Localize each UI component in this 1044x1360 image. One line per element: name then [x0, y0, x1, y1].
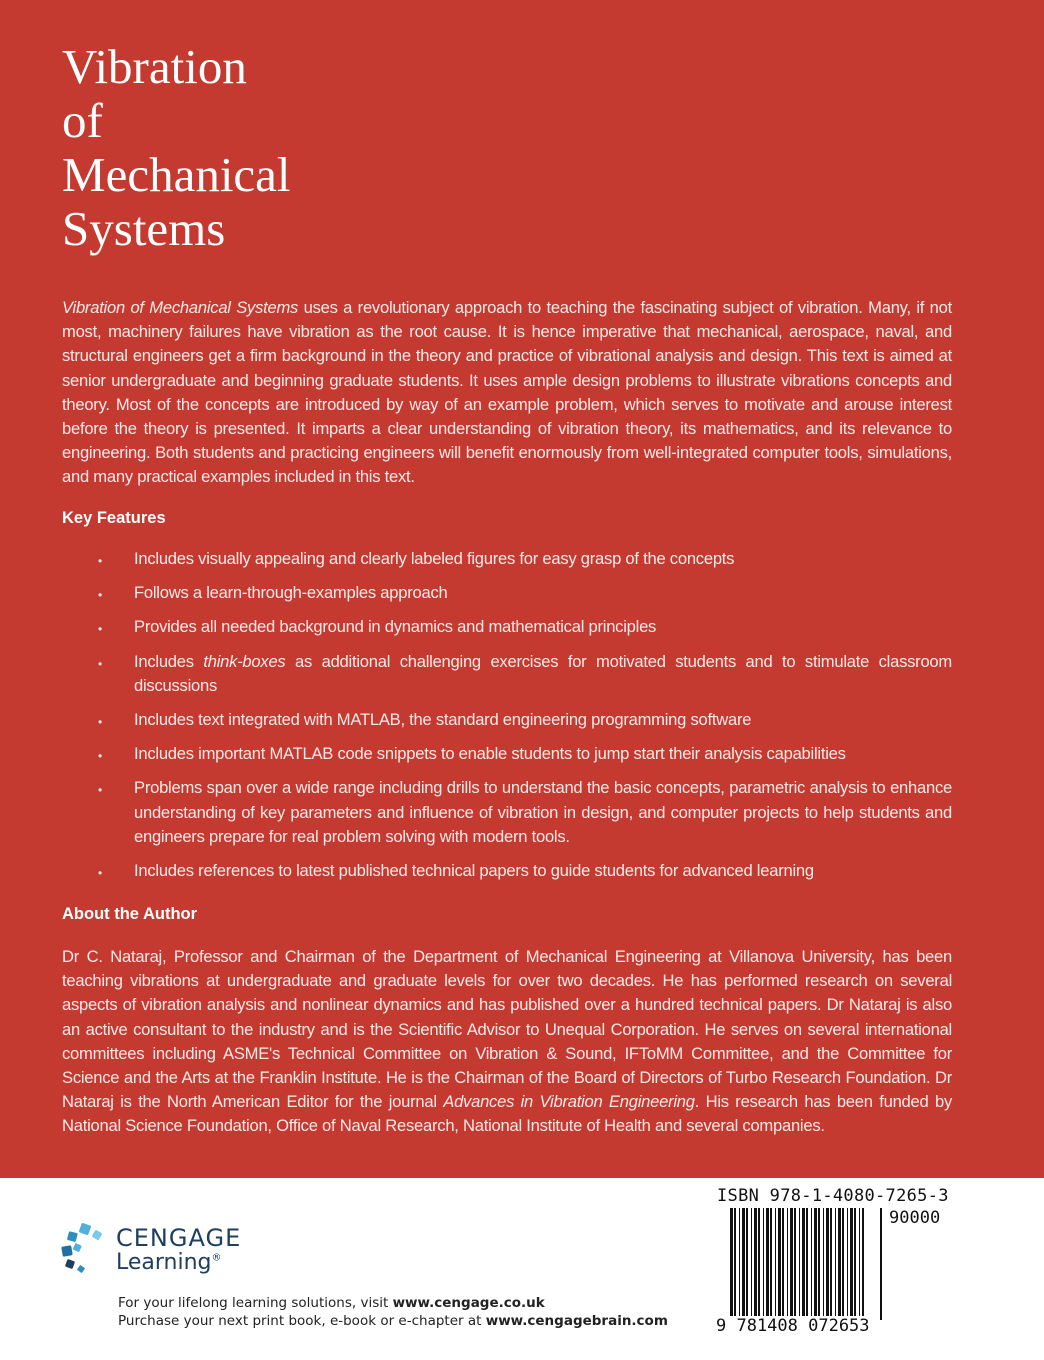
- feature-text: Includes important MATLAB code snippets to enable students to jump start their analysis capabilities: [134, 744, 846, 764]
- bullet-icon: •: [98, 588, 102, 603]
- barcode-bar: [763, 1208, 764, 1320]
- barcode-bar: [847, 1208, 848, 1320]
- key-features-heading: Key Features: [62, 509, 166, 527]
- bullet-icon: •: [98, 866, 102, 881]
- feature-text-italic: think-boxes: [203, 651, 286, 671]
- footer-line-2-text: Purchase your next print book, e-book or e-chapter at: [118, 1313, 486, 1329]
- barcode-bar: [794, 1208, 796, 1320]
- feature-text: Includes visually appealing and clearly labeled figures for easy grasp of the concepts: [134, 549, 735, 568]
- barcode-bar: [862, 1208, 864, 1320]
- title-line-4: Systems: [62, 201, 226, 256]
- feature-item: [62, 581, 952, 605]
- feature-text: Follows a learn-through-examples approach: [134, 583, 448, 603]
- learning-word: Learning: [116, 1250, 212, 1275]
- learning-wordmark: [116, 1250, 222, 1275]
- feature-text: Problems span over a wide range including drills to understand the basic concepts, parametric analysis to enhance understanding of key parameters and influence of vibration in design, and computer projects to help students and engineers prepare for real problem solving with modern tools.: [134, 778, 952, 846]
- barcode-bar: [758, 1208, 760, 1320]
- title-line-1: Vibration: [62, 39, 247, 94]
- intro-text: uses a revolutionary approach to teaching the fascinating subject of vibration. Many, if not most, machinery failures have vibration as the root cause. It is hence imperative that mechanical, aerospace, naval, and structural engineers get a firm background in the theory and practice of vibrational analysis and design. This text is aimed at senior undergraduate and beginning graduate students. It uses ample design problems to illustrate vibrations concepts and theory. Most of the concepts are introduced by way of an example problem, which serves to motivate and arouse interest before the theory is presented. It imparts a clear understanding of vibration theory, its mathematics, and its relevance to engineering. Both students and practicing engineers will benefit enormously from well-integrated computer tools, simulations, and many practical examples included in this text.: [62, 298, 952, 487]
- barcode-bar: [742, 1208, 745, 1320]
- barcode-bar: [838, 1208, 841, 1320]
- cengage-logo-icon: [60, 1222, 108, 1278]
- barcode-bar: [880, 1208, 882, 1320]
- bullet-icon: •: [98, 554, 102, 568]
- barcode-bar: [826, 1208, 829, 1320]
- bullet-icon: •: [98, 656, 102, 671]
- key-features-list: [62, 547, 952, 893]
- barcode-bar: [854, 1208, 856, 1320]
- barcode-bar: [811, 1208, 812, 1320]
- intro-book-title: Vibration of Mechanical Systems: [62, 298, 299, 317]
- cengagebrain-url[interactable]: www.cengagebrain.com: [485, 1313, 668, 1329]
- barcode-bar: [790, 1208, 793, 1320]
- barcode-bar: [818, 1208, 820, 1320]
- intro-paragraph: [62, 296, 952, 490]
- barcode-bar: [766, 1208, 769, 1320]
- feature-item: [62, 650, 952, 698]
- cengage-logo: [60, 1222, 280, 1282]
- feature-text: Includes text integrated with MATLAB, the standard engineering programming software: [134, 710, 752, 730]
- registered-mark: ®: [211, 1252, 222, 1264]
- barcode-bar: [746, 1208, 748, 1320]
- barcode-bar: [830, 1208, 832, 1320]
- barcode-bar: [842, 1208, 844, 1320]
- about-author-paragraph: [62, 945, 952, 1139]
- barcode-bar: [770, 1208, 772, 1320]
- about-text: Dr C. Nataraj, Professor and Chairman of the Department of Mechanical Engineering at Villanova University, has been teaching vibrations at undergraduate and graduate levels for over two decades. He has performed research on several aspects of vibration analysis and nonlinear dynamics and has published over a hundred technical papers. Dr Nataraj is also an active consultant to the industry and is the Scientific Advisor to Unequal Corporation. He serves on several international committees including ASME's Technical Committee on Vibration & Sound, IFToMM Committee, and the Committee for Science and the Arts at the Franklin Institute. He is the Chairman of the Board of Directors of Turbo Research Foundation. Dr Nataraj is the North American Editor for the journal: [62, 947, 952, 1112]
- barcode-bar: [799, 1208, 800, 1320]
- barcode-bar: [823, 1208, 824, 1320]
- book-title: [62, 40, 291, 256]
- feature-text: Includes references to latest published technical papers to guide students for advanced learning: [134, 861, 814, 881]
- about-text-end: . His research has been funded by National Science Foundation, Office of Naval Research, National Institute of Health and several companies.: [62, 1092, 952, 1136]
- title-line-2: of: [62, 93, 103, 148]
- price-addon-text: 90000: [889, 1208, 941, 1228]
- barcode-bar: [734, 1208, 736, 1320]
- cengage-wordmark: CENGAGE: [116, 1224, 242, 1252]
- barcode-bar: [806, 1208, 808, 1320]
- cengage-url[interactable]: www.cengage.co.uk: [392, 1295, 545, 1311]
- barcode-bar: [754, 1208, 757, 1320]
- title-line-3: Mechanical: [62, 147, 291, 202]
- feature-item: [62, 776, 952, 849]
- footer-line-2: [118, 1313, 668, 1329]
- footer-line-1-text: For your lifelong learning solutions, visit: [118, 1295, 393, 1311]
- bullet-icon: •: [98, 622, 102, 637]
- ean-digits: 9 781408 072653: [716, 1316, 870, 1336]
- barcode-bar: [814, 1208, 817, 1320]
- isbn-text: ISBN 978-1-4080-7265-3: [717, 1186, 949, 1206]
- feature-item: [62, 708, 952, 732]
- feature-text-before: Includes: [134, 651, 204, 671]
- journal-title: Advances in Vibration Engineering: [443, 1092, 695, 1112]
- barcode-bar: [775, 1208, 776, 1320]
- feature-item: [62, 547, 952, 571]
- barcode-bar: [850, 1208, 853, 1320]
- barcode-bar: [730, 1208, 733, 1320]
- bullet-icon: •: [98, 749, 102, 764]
- barcode-bar: [751, 1208, 752, 1320]
- bullet-icon: •: [98, 715, 102, 730]
- bullet-icon: •: [98, 783, 102, 798]
- barcode-bar: [782, 1208, 784, 1320]
- feature-text-after: as additional challenging exercises for motivated students and to stimulate classroom discussions: [134, 651, 952, 695]
- barcode-bar: [778, 1208, 781, 1320]
- barcode-bar: [835, 1208, 836, 1320]
- feature-text: Provides all needed background in dynamics and mathematical principles: [134, 617, 657, 637]
- footer-line-1: [118, 1295, 545, 1311]
- feature-item: [62, 615, 952, 639]
- barcode-bar: [787, 1208, 788, 1320]
- feature-item: [62, 859, 952, 883]
- about-author-heading: About the Author: [62, 905, 198, 923]
- feature-item: [62, 742, 952, 766]
- barcode-bar: [802, 1208, 805, 1320]
- barcode-bar: [739, 1208, 740, 1320]
- barcode-bar: [859, 1208, 860, 1320]
